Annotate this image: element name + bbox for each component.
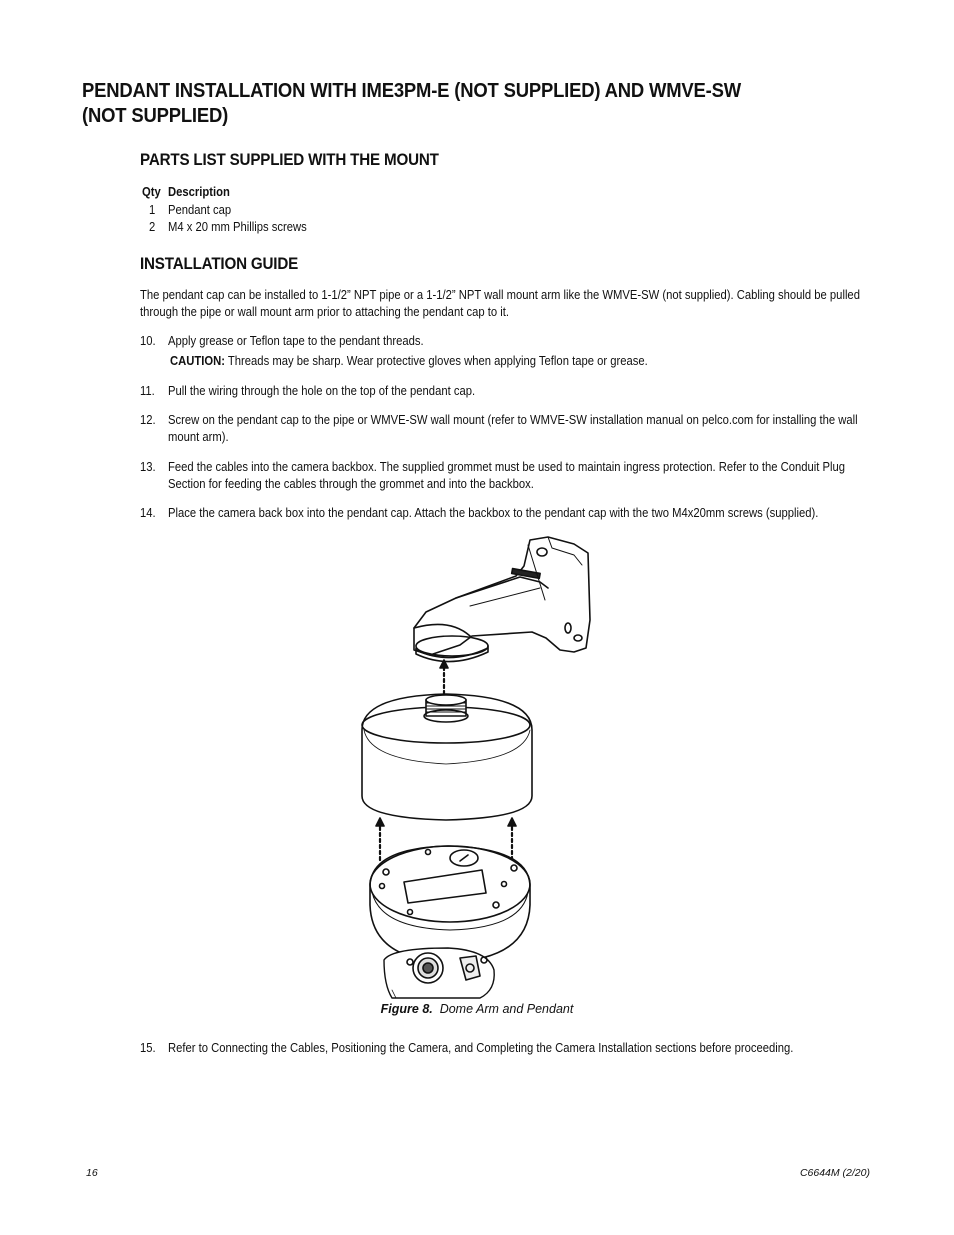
wall-mount-arm: [414, 537, 590, 662]
figure-label: Figure 8.: [380, 1002, 433, 1016]
step-text: Place the camera back box into the pendant cap. Attach the backbox to the pendant cap with the two M4x20mm screws (supplied).: [168, 506, 819, 520]
footer-page-number: 16: [86, 1167, 98, 1179]
footer-document-id: C6644M (2/20): [799, 1167, 870, 1179]
parts-row-description: Pendant cap: [168, 203, 232, 217]
step-number: 14.: [140, 506, 156, 520]
step-number: 12.: [140, 413, 156, 427]
parts-row-qty: 2: [149, 220, 156, 234]
camera-backbox: [370, 846, 530, 962]
parts-header-qty: Qty: [142, 185, 161, 199]
intro-paragraph: The pendant cap can be installed to 1-1/2” NPT pipe or a 1-1/2” NPT wall mount arm like the WMVE-SW (not supplied). Cabling should be pulled through the pipe or wall mount arm prior to attaching the pendant cap to it.: [140, 288, 860, 319]
figure-caption-text: Dome Arm and Pendant: [439, 1002, 574, 1016]
guide-heading: INSTALLATION GUIDE: [140, 255, 299, 273]
page-title: PENDANT INSTALLATION WITH IME3PM-E (NOT SUPPLIED) AND WMVE-SW (NOT SUPPLIED): [82, 79, 741, 127]
alignment-arrow: [508, 818, 516, 860]
step-text: Feed the cables into the camera backbox. The supplied grommet must be used to maintain ingress protection. Refer to the Conduit Plug Section for feeding the cables through the grommet and into the backbox.: [168, 460, 846, 491]
caution-label: CAUTION:: [170, 354, 225, 368]
parts-row-description: M4 x 20 mm Phillips screws: [168, 220, 307, 234]
step-number: 11.: [140, 384, 155, 398]
step-text: Refer to Connecting the Cables, Positioning the Camera, and Completing the Camera Installation sections before proceeding.: [168, 1041, 794, 1055]
step-text: Apply grease or Teflon tape to the pendant threads.: [168, 334, 424, 348]
step-text: Screw on the pendant cap to the pipe or WMVE-SW wall mount (refer to WMVE-SW installation manual on pelco.com for installing the wall mount arm).: [168, 413, 858, 444]
alignment-arrow: [376, 818, 384, 860]
parts-row-qty: 1: [149, 203, 156, 217]
pendant-cap: [362, 694, 532, 820]
figure-caption: [0, 1002, 954, 1016]
parts-header-description: Description: [168, 185, 230, 199]
step-number: 13.: [140, 460, 156, 474]
step-text: Pull the wiring through the hole on the top of the pendant cap.: [168, 384, 476, 398]
step-number: 10.: [140, 334, 156, 348]
dome-camera: [384, 948, 494, 998]
step-number: 15.: [140, 1041, 156, 1055]
caution-text: Threads may be sharp. Wear protective gloves when applying Teflon tape or grease.: [227, 354, 648, 368]
parts-heading: PARTS LIST SUPPLIED WITH THE MOUNT: [140, 151, 439, 169]
